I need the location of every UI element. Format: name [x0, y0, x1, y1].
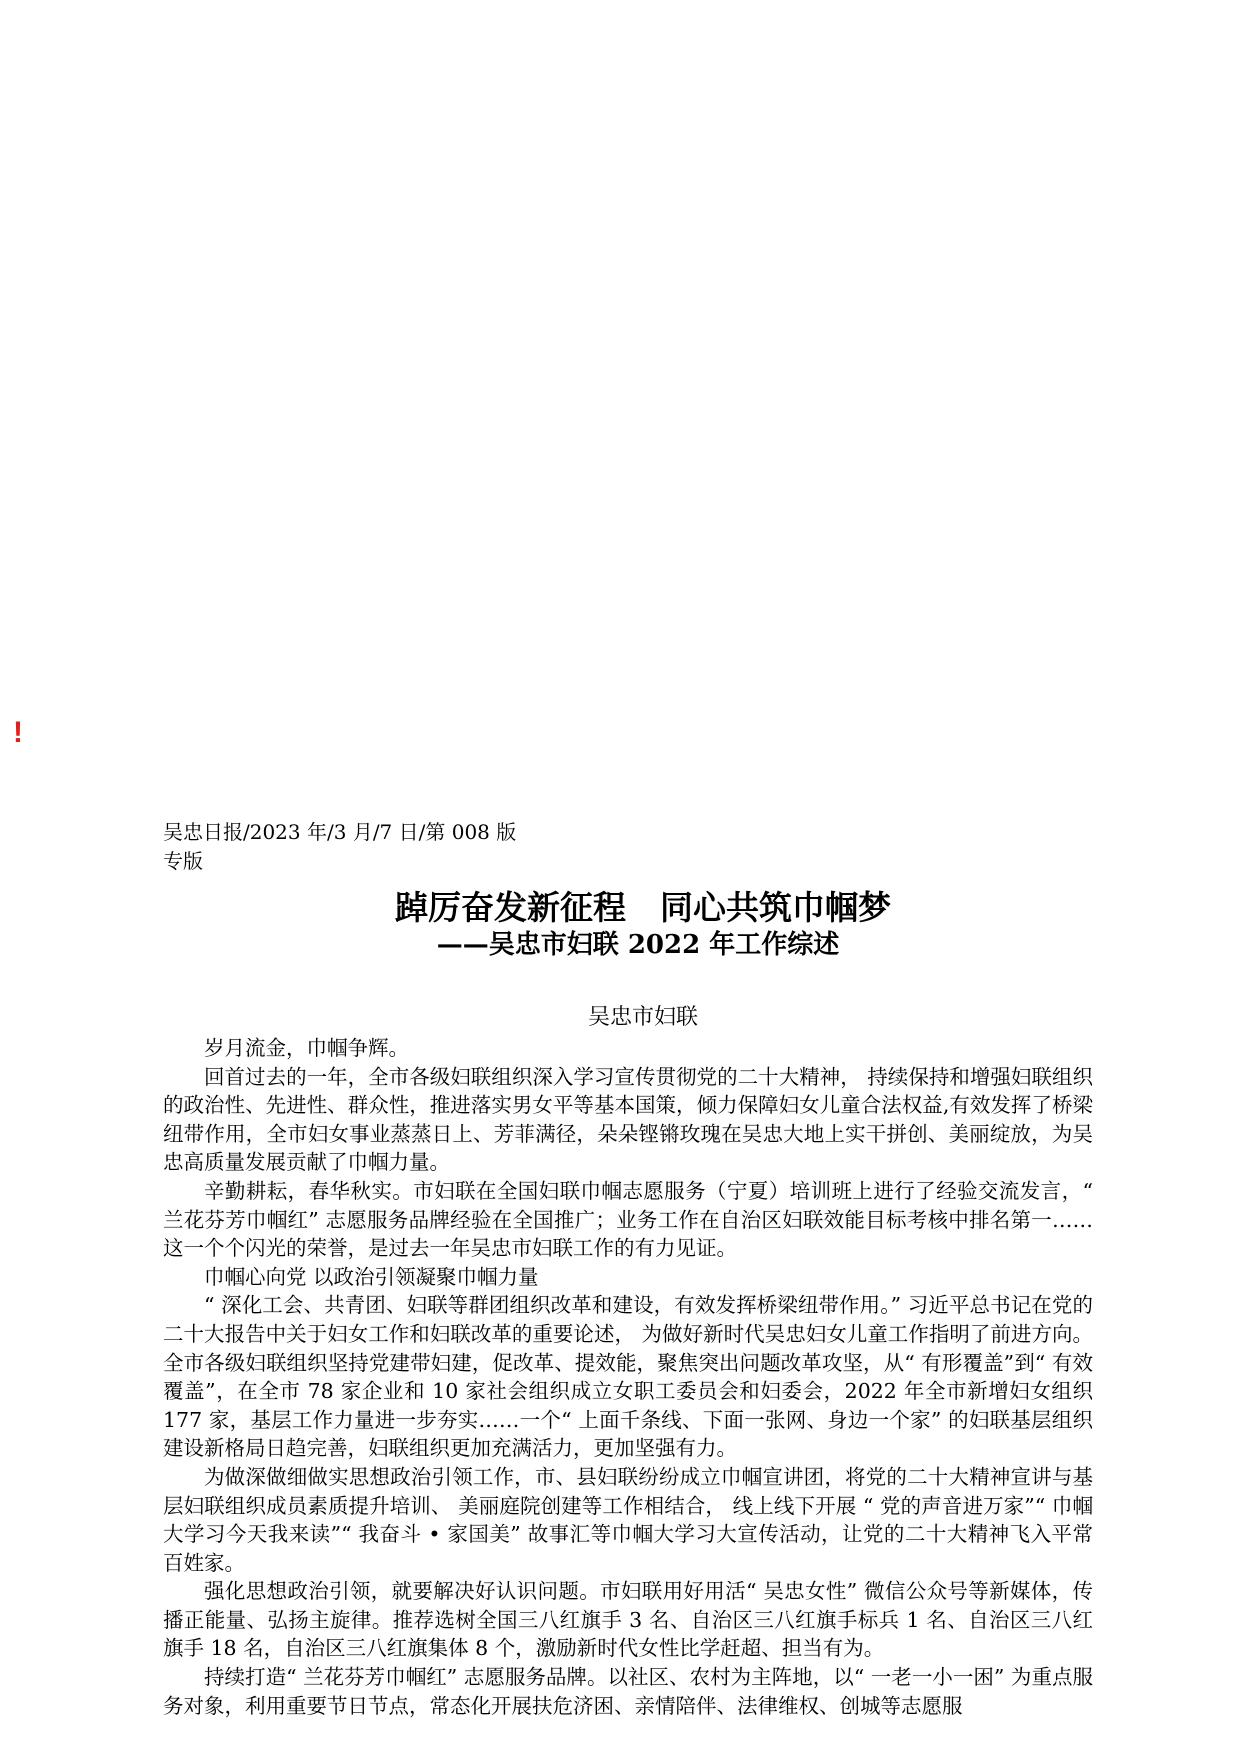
- paragraph: 岁月流金，巾帼争辉。: [204, 1036, 409, 1060]
- author: 吴忠市妇联: [587, 1005, 698, 1030]
- paragraph: 为做深做细做实思想政治引领工作，市、县妇联纷纷成立巾帼宣讲团，将党的二十大精神宣讲与基层妇联组织成员素质提升培训、 美丽庭院创建等工作相结合， 线上线下开展 “ 党的声音进万家”“ 巾帼大学习今天我来读”“ 我奋斗 • 家国美” 故事汇等巾帼大学习大宣传活动，让党的二十大精神飞入平常百姓家。: [163, 1464, 1093, 1575]
- section-heading: 巾帼心向党 以政治引领凝聚巾帼力量: [204, 1264, 539, 1289]
- paragraph: 强化思想政治引领，就要解决好认识问题。市妇联用好用活“ 吴忠女性” 微信公众号等新媒体，传播正能量、弘扬主旋律。推荐选树全国三八红旗手 3 名、自治区三八红旗手标兵 1 名、自治区三八红旗手 18 名，自治区三八红旗集体 8 个，激励新时代女性比学赶超、担当有为。: [163, 1579, 1093, 1661]
- paragraph: 回首过去的一年，全市各级妇联组织深入学习宣传贯彻党的二十大精神， 持续保持和增强妇联组织的政治性、先进性、群众性，推进落实男女平等基本国策，倾力保障妇女儿童合法权益,有效发挥了桥梁纽带作用，全市妇女事业蒸蒸日上、芳菲满径，朵朵铿锵玫瑰在吴忠大地上实干拼创、美丽绽放，为吴忠高质量发展贡献了巾帼力量。: [163, 1064, 1093, 1175]
- document-subtitle: ——吴忠市妇联 2022 年工作综述: [436, 930, 840, 960]
- article-body: [163, 1034, 1093, 1720]
- document: [163, 818, 1093, 1720]
- title-part-1: 踔厉奋发新征程: [395, 888, 626, 927]
- title-part-2: 同心共筑巾帼梦: [660, 888, 891, 927]
- source-line: 吴忠日报/2023 年/3 月/7 日/第 008 版专版: [163, 820, 517, 873]
- paragraph: 辛勤耕耘，春华秋实。市妇联在全国妇联巾帼志愿服务（宁夏）培训班上进行了经验交流发言，“ 兰花芬芳巾帼红” 志愿服务品牌经验在全国推广；业务工作在自治区妇联效能目标考核中排名第一……这一个个闪光的荣誉，是过去一年吴忠市妇联工作的有力见证。: [163, 1178, 1093, 1261]
- paragraph: 持续打造“ 兰花芬芳巾帼红” 志愿服务品牌。以社区、农村为主阵地，以“ 一老一小一困” 为重点服务对象，利用重要节日节点，常态化开展扶危济困、亲情陪伴、法律维权、创城等志愿服: [163, 1665, 1093, 1718]
- document-title: [193, 888, 1093, 928]
- paragraph: “ 深化工会、共青团、妇联等群团组织改革和建设，有效发挥桥梁纽带作用。” 习近平总书记在党的二十大报告中关于妇女工作和妇联改革的重要论述， 为做好新时代吴忠妇女儿童工作指明了前进方向。全市各级妇联组织坚持党建带妇建，促改革、提效能，聚焦突出问题改革攻坚，从“ 有形覆盖”到“ 有效覆盖”，在全市 78 家企业和 10 家社会组织成立女职工委员会和妇委会，2022 年全市新增妇女组织 177 家，基层工作力量进一步夯实……一个“ 上面千条线、下面一张网、身边一个家” 的妇联基层组织建设新格局日趋完善，妇联组织更加充满活力，更加坚强有力。: [163, 1293, 1093, 1461]
- exclamation-mark: !: [13, 716, 23, 749]
